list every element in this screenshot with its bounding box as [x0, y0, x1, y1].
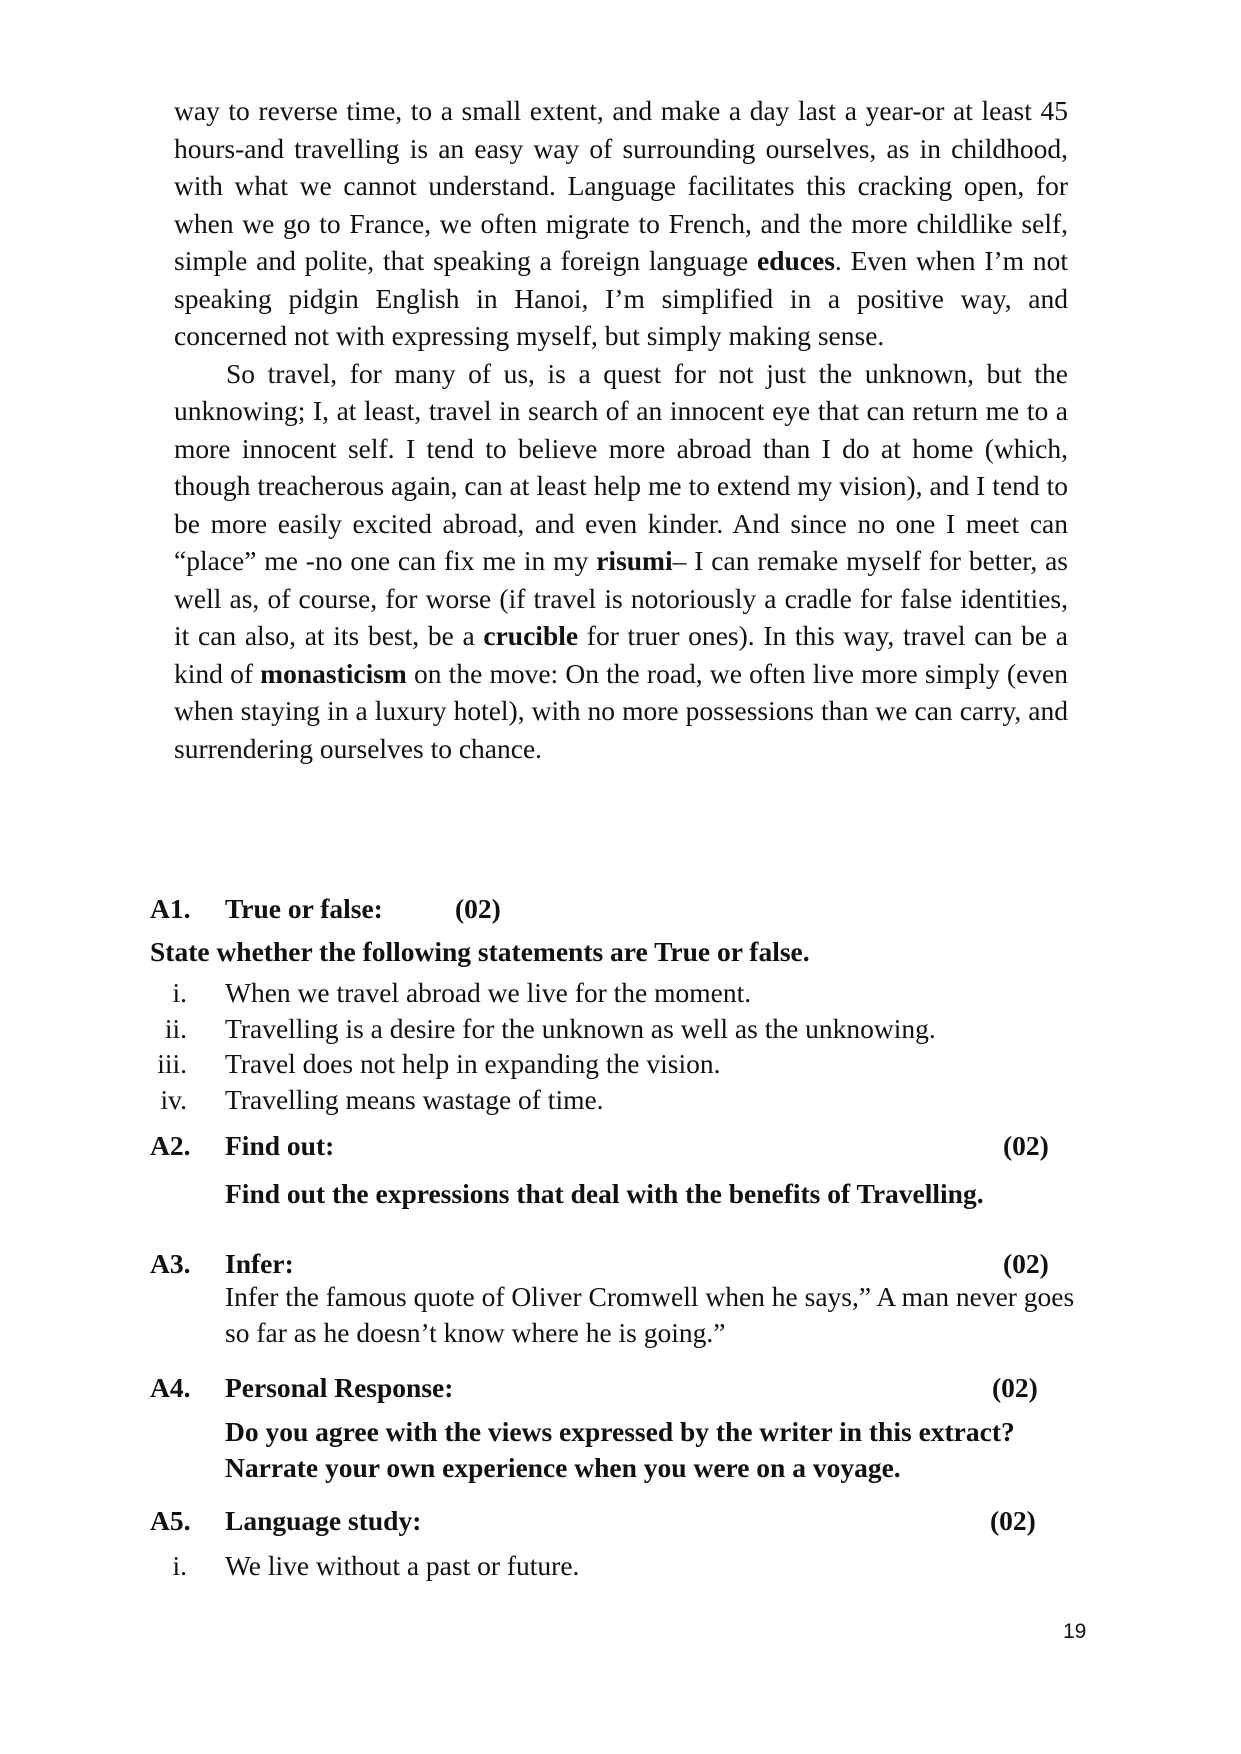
question-title-a5: Language study:	[225, 1505, 422, 1536]
question-title-a4: Personal Response:	[225, 1372, 454, 1403]
passage-paragraph-2	[174, 355, 1068, 768]
item-text: When we travel abroad we live for the moment.	[225, 977, 752, 1008]
question-number-a1: A1.	[150, 893, 191, 924]
passage-text: – I can remake myself for better, as well as, of course, for worse (if travel is notoriously a cradle for false identities, it can also, at its best, be a	[174, 545, 1069, 651]
question-number-a5: A5.	[150, 1505, 191, 1536]
question-instruction-a2: Find out the expressions that deal with the benefits of Travelling.	[225, 1178, 984, 1209]
item-text: We live without a past or future.	[225, 1550, 580, 1581]
reading-passage	[174, 92, 1068, 767]
passage-paragraph-1	[174, 92, 1068, 355]
question-title-a3: Infer:	[225, 1248, 294, 1279]
question-marks-a3: (02)	[1003, 1248, 1049, 1279]
item-numeral: ii.	[164, 1012, 187, 1044]
question-marks-a5: (02)	[990, 1505, 1036, 1536]
question-marks-a2: (02)	[1003, 1130, 1049, 1161]
question-instruction-a1: State whether the following statements are True or false.	[150, 936, 810, 967]
question-number-a3: A3.	[150, 1248, 191, 1279]
question-number-a2: A2.	[150, 1130, 191, 1161]
vocab-word: monasticism	[260, 657, 407, 689]
item-text: Travelling is a desire for the unknown as well as the unknowing.	[225, 1012, 936, 1044]
question-title-a2: Find out:	[225, 1130, 335, 1161]
question-marks-a1: (02)	[455, 893, 501, 924]
item-numeral: iii.	[157, 1048, 187, 1079]
item-numeral: i.	[172, 977, 187, 1008]
question-text-a3: Infer the famous quote of Oliver Cromwell when he says,” A man never goes so far as he doesn’t know where he is going.”	[225, 1281, 1075, 1348]
item-numeral: i.	[172, 1550, 187, 1581]
vocab-word: crucible	[483, 620, 579, 651]
question-marks-a4: (02)	[992, 1372, 1038, 1403]
passage-text: . Even when I’m not speaking pidgin English in Hanoi, I’m simplified in a positive way, and concerned not with expressing myself, but simply making sense.	[174, 245, 1069, 351]
question-instruction-a4: Do you agree with the views expressed by the writer in this extract? Narrate your own experience when you were on a voyage.	[225, 1416, 1015, 1483]
item-text: Travelling means wastage of time.	[225, 1083, 604, 1115]
passage-text: So travel, for many of us, is a quest for not just the unknown, but the unknowing; I, at least, travel in search of an innocent eye that can return me to a more innocent self. I tend to believe more abroad than I do at home (which, though treacherous again, can at least help me to extend my vision), and I tend to be more easily excited abroad, and even kinder. And since no one I meet can “place” me -no one can fix me in my	[174, 357, 1068, 576]
item-numeral: iv.	[160, 1083, 187, 1115]
question-number-a4: A4.	[150, 1372, 191, 1403]
vocab-word: risumi	[596, 545, 673, 576]
passage-text: for truer ones). In this way, travel can be a kind of	[174, 620, 1068, 689]
passage-text: way to reverse time, to a small extent, and make a day last a year-or at least 45 hours-and travelling is an easy way of surrounding ourselves, as in childhood, with what we cannot understand. Language facilitates this cracking open, for when we go to France, we often migrate to French, and the more childlike self, simple and polite, that speaking a foreign language	[174, 95, 1068, 276]
item-text: Travel does not help in expanding the vision.	[225, 1048, 721, 1079]
passage-text: on the move: On the road, we often live more simply (even when staying in a luxury hotel), with no more possessions than we can carry, and surrendering ourselves to chance.	[174, 657, 1068, 764]
question-title-a1: True or false:	[225, 893, 383, 924]
page-number: 19	[1063, 1620, 1087, 1643]
vocab-word: educes	[757, 245, 835, 276]
